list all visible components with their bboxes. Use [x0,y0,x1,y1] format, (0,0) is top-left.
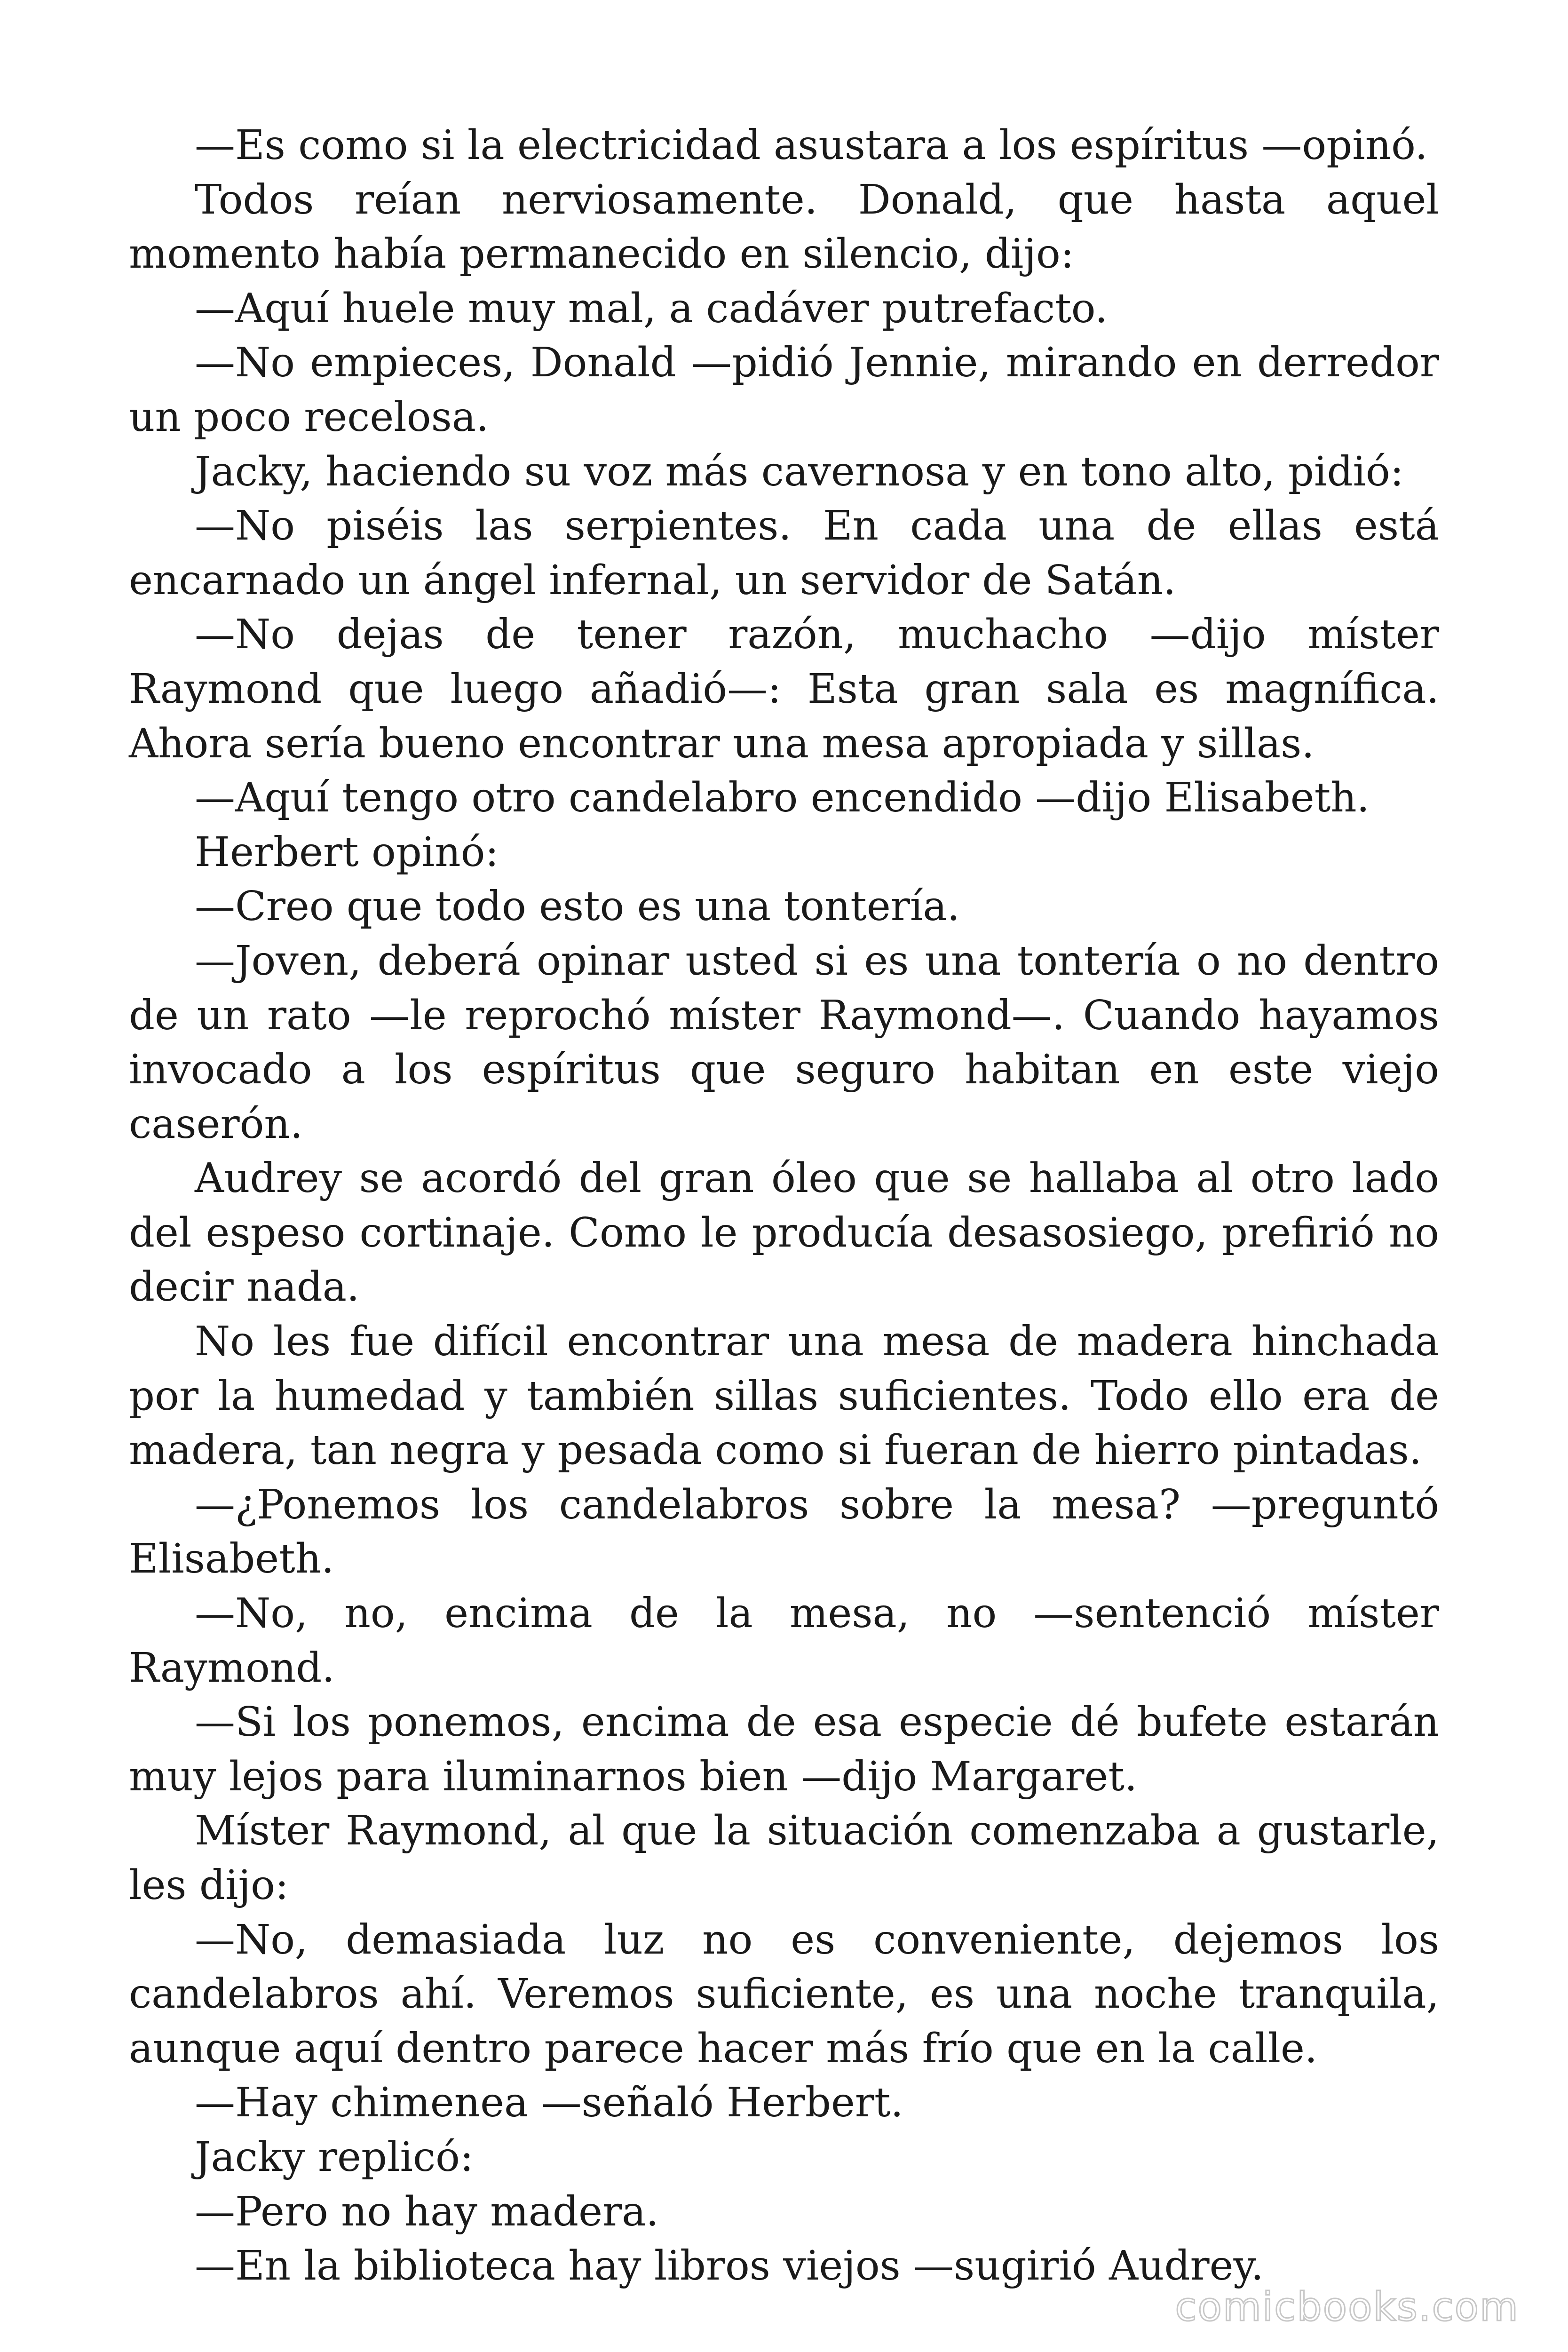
paragraph: Jacky, haciendo su voz más cavernosa y en tono alto, pidió: [195,448,1404,495]
paragraph: —Es como si la electricidad asustara a los espíritus —opinó. [195,122,1428,169]
paragraph: Míster Raymond, al que la situación comenzaba a gustarle, les dijo: [129,1807,1439,1909]
paragraph: Jacky replicó: [195,2133,474,2181]
watermark: comicbooks.com [1175,2284,1519,2330]
paragraph: —Aquí tengo otro candelabro encendido —dijo Elisabeth. [195,774,1370,822]
paragraph: Herbert opinó: [195,828,499,876]
paragraph: —Hay chimenea —señaló Herbert. [195,2079,903,2127]
paragraph: —En la biblioteca hay libros viejos —sugirió Audrey. [195,2242,1264,2290]
paragraph: —Joven, deberá opinar usted si es una tontería o no dentro de un rato —le reprochó míster Raymond—. Cuando hayamos invocado a los espíritus que seguro habitan en este viejo caserón. [129,937,1439,1148]
paragraph: —No dejas de tener razón, muchacho —dijo míster Raymond que luego añadió—: Esta gran sala es magnífica. Ahora sería bueno encontrar una mesa apropiada y sillas. [129,611,1439,767]
paragraph: —Creo que todo esto es una tontería. [195,883,960,930]
paragraph: —No, demasiada luz no es conveniente, dejemos los candelabros ahí. Veremos suficiente, es una noche tranquila, aunque aquí dentro parece hacer más frío que en la calle. [129,1916,1439,2072]
page-body [129,119,1439,2294]
paragraph: Audrey se acordó del gran óleo que se hallaba al otro lado del espeso cortinaje. Como le producía desasosiego, prefirió no decir nada. [129,1155,1439,1311]
paragraph: —Si los ponemos, encima de esa especie dé bufete estarán muy lejos para iluminarnos bien —dijo Margaret. [129,1699,1439,1800]
paragraph: —Aquí huele muy mal, a cadáver putrefacto. [195,285,1108,332]
paragraph: —No empieces, Donald —pidió Jennie, mirando en derredor un poco recelosa. [129,339,1439,441]
paragraph: Todos reían nerviosamente. Donald, que hasta aquel momento había permanecido en silencio, dijo: [129,176,1439,278]
paragraph: No les fue difícil encontrar una mesa de madera hinchada por la humedad y también sillas suficientes. Todo ello era de madera, tan negra y pesada como si fueran de hierro pintadas. [129,1318,1439,1474]
paragraph: —No piséis las serpientes. En cada una de ellas está encarnado un ángel infernal, un servidor de Satán. [129,502,1439,604]
paragraph: —¿Ponemos los candelabros sobre la mesa? —preguntó Elisabeth. [129,1481,1439,1583]
paragraph: —No, no, encima de la mesa, no —sentenció míster Raymond. [129,1590,1439,1692]
paragraph: —Pero no hay madera. [195,2188,659,2235]
